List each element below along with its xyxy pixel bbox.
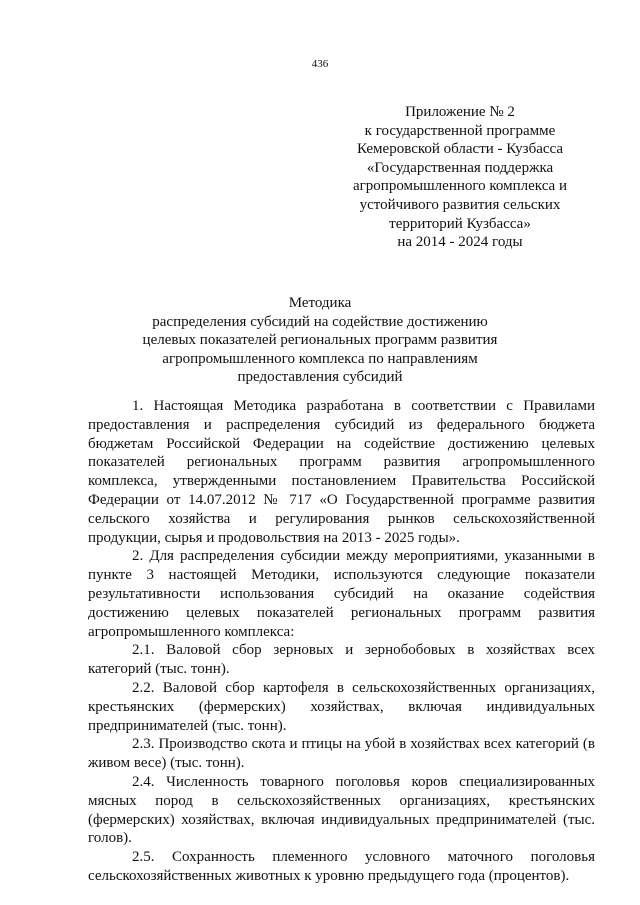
appendix-line: устойчивого развития сельских <box>359 196 561 213</box>
appendix-line: к государственной программе <box>364 122 556 139</box>
title-line: целевых показателей региональных программ развития <box>142 332 498 349</box>
title-line: Методика <box>288 295 352 311</box>
title-line: предоставления субсидий <box>237 369 403 386</box>
document-title <box>40 294 600 387</box>
appendix-header <box>310 103 610 252</box>
paragraph-2: 2. Для распределения субсидии между мероприятиями, указанными в пункте 3 настоящей Методики, используются следующие показатели результативности использования субсидий на оказание содействия достижению целевых показателей региональных программ развития агропромышленного комплекса: <box>88 548 595 640</box>
document-body <box>88 397 595 886</box>
appendix-line: территорий Кузбасса» <box>389 215 531 232</box>
page-number: 436 <box>311 58 329 70</box>
paragraph-2-5: 2.5. Сохранность племенного условного маточного поголовья сельскохозяйственных животных к уровню предыдущего года (процентов). <box>88 849 595 884</box>
appendix-line: агропромышленного комплекса и <box>353 178 567 195</box>
paragraph-1: 1. Настоящая Методика разработана в соответствии с Правилами предоставления и распределения субсидий из федерального бюджета бюджетам Российской Федерации на содействие достижению целевых показателей региональных программ развития агропромышленного комплекса, утвержденными постановлением Правительства Российской Федерации от 14.07.2012 № 717 «О Государственной программе развития сельского хозяйства и регулирования рынков сельскохозяйственной продукции, сырья и продовольствия на 2013 - 2025 годы». <box>88 398 595 546</box>
title-line: распределения субсидий на содействие достижению <box>152 313 488 330</box>
paragraph-2-1: 2.1. Валовой сбор зерновых и зернобобовых в хозяйствах всех категорий (тыс. тонн). <box>88 642 595 678</box>
paragraph-2-2: 2.2. Валовой сбор картофеля в сельскохозяйственных организациях, крестьянских (фермерских) хозяйствах, включая индивидуальных предпринимателей (тыс. тонн). <box>88 679 595 734</box>
paragraph-2-3: 2.3. Производство скота и птицы на убой в хозяйствах всех категорий (в живом весе) (тыс. тонн). <box>88 736 595 772</box>
appendix-line: Кемеровской области - Кузбасса <box>356 141 564 158</box>
title-line: агропромышленного комплекса по направлениям <box>162 350 478 367</box>
paragraph-2-4: 2.4. Численность товарного поголовья коров специализированных мясных пород в сельскохозяйственных организациях, крестьянских (фермерских) хозяйствах, включая индивидуальных предпринимателей (тыс. голов). <box>88 773 595 847</box>
appendix-line: «Государственная поддержка <box>366 159 554 176</box>
appendix-line: на 2014 - 2024 годы <box>397 234 523 251</box>
appendix-line: Приложение № 2 <box>405 104 515 120</box>
